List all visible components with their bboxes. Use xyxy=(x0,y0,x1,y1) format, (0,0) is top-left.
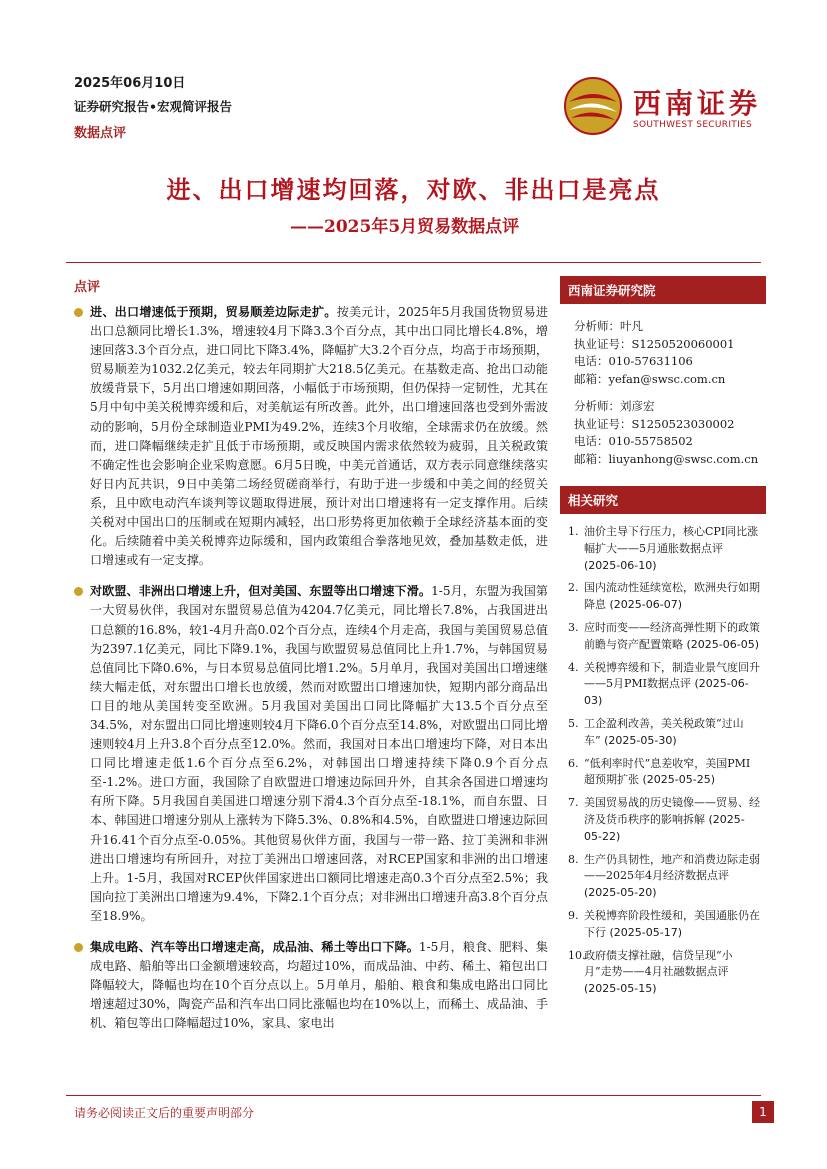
report-header xyxy=(74,72,232,141)
analyst-info xyxy=(560,304,766,468)
research-item[interactable]: 5. 工企盈利改善，美关税政策“过山车” (2025-05-30) xyxy=(568,716,744,747)
paragraph-3 xyxy=(74,938,548,1033)
paragraph-2 xyxy=(74,582,548,926)
footer-disclaimer[interactable]: 请务必阅读正文后的重要声明部分 xyxy=(74,1106,255,1120)
research-item[interactable]: 2. 国内流动性延续宽松，欧洲央行如期降息 (2025-06-07) xyxy=(568,581,760,612)
research-item[interactable]: 4. 关税博弈缓和下，制造业景气度回升——5月PMI数据点评 (2025-06-03) xyxy=(568,660,760,708)
analyst-license: 执业证号：S1250523030002 xyxy=(574,416,735,431)
analyst-email[interactable]: 邮箱：yefan@swsc.com.cn xyxy=(574,371,726,386)
research-item[interactable]: 6. “低利率时代”息差收窄，美国PMI超预期扩张 (2025-05-25) xyxy=(568,756,751,787)
analyst-phone: 电话：010-57631106 xyxy=(574,354,693,368)
research-item[interactable]: 1. 油价主导下行压力，核心CPI同比涨幅扩大——5月通胀数据点评 (2025-06-10) xyxy=(568,525,759,572)
research-item[interactable]: 3. 应时而变——经济高弹性期下的政策前瞻与资产配置策略 (2025-06-05) xyxy=(568,620,760,651)
report-category: 数据点评 xyxy=(74,126,127,141)
related-research-header: 相关研究 xyxy=(560,486,766,514)
paragraph-lead: 集成电路、汽车等出口增速走高，成品油、稀土等出口下降。 xyxy=(90,940,419,954)
bullet-icon xyxy=(74,308,83,317)
institute-header: 西南证券研究院 xyxy=(560,276,766,304)
main-content xyxy=(74,276,548,1045)
footer-divider xyxy=(66,1095,761,1096)
paragraph-lead: 进、出口增速低于预期，贸易顺差边际走扩。 xyxy=(90,305,337,319)
bullet-icon xyxy=(74,943,83,952)
research-item[interactable]: 7. 美国贸易战的历史镜像——贸易、经济及货币秩序的影响拆解 (2025-05-22) xyxy=(568,796,760,843)
research-item[interactable]: 10. 政府债支撑社融，信贷呈现“小月”走势——4月社融数据点评 (2025-05-15) xyxy=(568,948,733,996)
analyst-phone: 电话：010-55758502 xyxy=(574,434,693,448)
research-item[interactable]: 9. 关税博弈阶段性缓和，美国通胀仍在下行 (2025-05-17) xyxy=(568,908,760,939)
page-number: 1 xyxy=(752,1101,774,1123)
report-date: 2025年06月10日 xyxy=(74,76,186,91)
paragraph-lead: 对欧盟、非洲出口增速上升，但对美国、东盟等出口增速下滑。 xyxy=(90,584,432,599)
company-logo xyxy=(563,76,763,136)
report-title: 进、出口增速均回落，对欧、非出口是亮点 xyxy=(166,175,661,204)
logo-mark-icon xyxy=(563,76,623,136)
analyst-name: 分析师：叶凡 xyxy=(574,319,643,333)
report-subtitle: ——2025年5月贸易数据点评 xyxy=(290,217,520,237)
report-type: 证券研究报告•宏观简评报告 xyxy=(74,99,232,114)
paragraph-body: 1-5月，粮食、肥料、集成电路、船舶等出口金额增速较高，均超过10%，而成品油、中药、稀土、箱包出口降幅较大，降幅也均在10个百分点以上。5月单月，船舶、粮食和集成电路出口同比增速超过30%，陶瓷产品和汽车出口同比涨幅也均在10%以上，而稀土、成品油、手机、箱包等出口降幅超过10%，家具、家电出 xyxy=(90,940,548,1031)
analyst-email[interactable]: 邮箱：liuyanhong@swsc.com.cn xyxy=(574,451,759,466)
logo-name-cn: 西南证券 xyxy=(633,87,762,120)
logo-name-en: SOUTHWEST SECURITIES xyxy=(633,120,753,130)
paragraph-1 xyxy=(74,303,548,570)
research-item[interactable]: 8. 生产仍具韧性，地产和消费边际走弱——2025年4月经济数据点评 (2025-05-20) xyxy=(568,852,760,900)
analyst-license: 执业证号：S1250520060001 xyxy=(574,336,735,351)
paragraph-body: 1-5月，东盟为我国第一大贸易伙伴，我国对东盟贸易总值为4204.7亿美元，同比增长7.8%，占我国进出口总额的16.8%，较1-4月升高0.02个百分点，连续4个月走高，我国与美国贸易总值为2397.1亿美元，同比下降9.1%，我国与欧盟贸易总值同比上升1.7%，与韩国贸易总值同比下降0.6%，与日本贸易总值同比增1.2%。5月单月，我国对美国出口增速继续大幅走低，对东盟出口增长也放缓，然而对欧盟出口增速加快，短期内部分商品出口目的地从美国转变至欧洲。5月我国对美国出口同比降幅扩大13.5个百分点至34.5%，对东盟出口同比增速则较4月下降6.0个百分点至14.8%，对欧盟出口同比增速则较4月上升3.8个百分点至12.0%。然而，我国对日本出口增速均下降，对日本出口同比增速走低1.6个百分点至6.2%，对韩国出口增速持续下降0.9个百分点至-1.2%。进口方面，我国除了自欧盟进口增速边际回升外，自其余各国进口增速均有所下降。5月我国自美国进口增速分别下滑4.3个百分点至-18.1%，而自东盟、日本、韩国进口增速分别从上涨转为下降5.3%、0.8%和4.5%，自欧盟进口增速边际回升16.41个百分点至-0.05%。其他贸易伙伴方面，我国与一带一路、拉丁美洲和非洲进出口增速均有所回升，对拉丁美洲出口增速回落，对RCEP国家和非洲的出口增速上升。1-5月，我国对RCEP伙伴国家进出口额同比增速走高0.3个百分点至2.5%；我国向拉丁美洲出口增速为9.4%，下降2.1个百分点；对非洲出口增速升高3.8个百分点至18.9%。 xyxy=(90,584,548,923)
analyst-name: 分析师：刘彦宏 xyxy=(574,399,655,413)
paragraph-body: 按美元计，2025年5月我国货物贸易进出口总额同比增长1.3%，增速较4月下降3.3个百分点，其中出口同比增长4.8%，增速回落3.3个百分点，进口同比下降3.4%，降幅扩大3.2个百分点，均高于市场预期，贸易顺差为1032.2亿美元，较去年同期扩大218.5亿美元。在基数走高、抢出口动能放缓背景下，5月出口增速如期回落，小幅低于市场预期，但仍保持一定韧性，尤其在5月中旬中美关税博弈缓和后，对美航运有所改善。此外，出口增速回落也受到外需波动的影响，5月份全球制造业PMI为49.2%，连续3个月收缩，全球需求仍在放缓。然而，进口降幅继续走扩且低于市场预期，或反映国内需求依然较为疲弱，且关税政策不确定性也会影响企业采购意愿。6月5日晚，中美元首通话，双方表示同意继续落实好日内瓦共识，9日中美第二场经贸磋商举行，有助于进一步缓和中美之间的经贸关系，且中欧电动汽车谈判等议题取得进展，预计对出口增速将有一定支撑作用。后续关税对中国出口的压制或在短期内减轻，出口形势将更加依赖于全球经济基本面的变化。后续随着中美关税博弈边际缓和，国内政策组合拳落地见效，叠加基数走低，进口增速或有一定支撑。 xyxy=(90,305,548,568)
sidebar xyxy=(560,276,766,1004)
section-title: 点评 xyxy=(74,280,101,295)
bullet-icon xyxy=(74,587,83,596)
header-divider xyxy=(66,262,761,263)
related-research-list xyxy=(560,514,766,998)
